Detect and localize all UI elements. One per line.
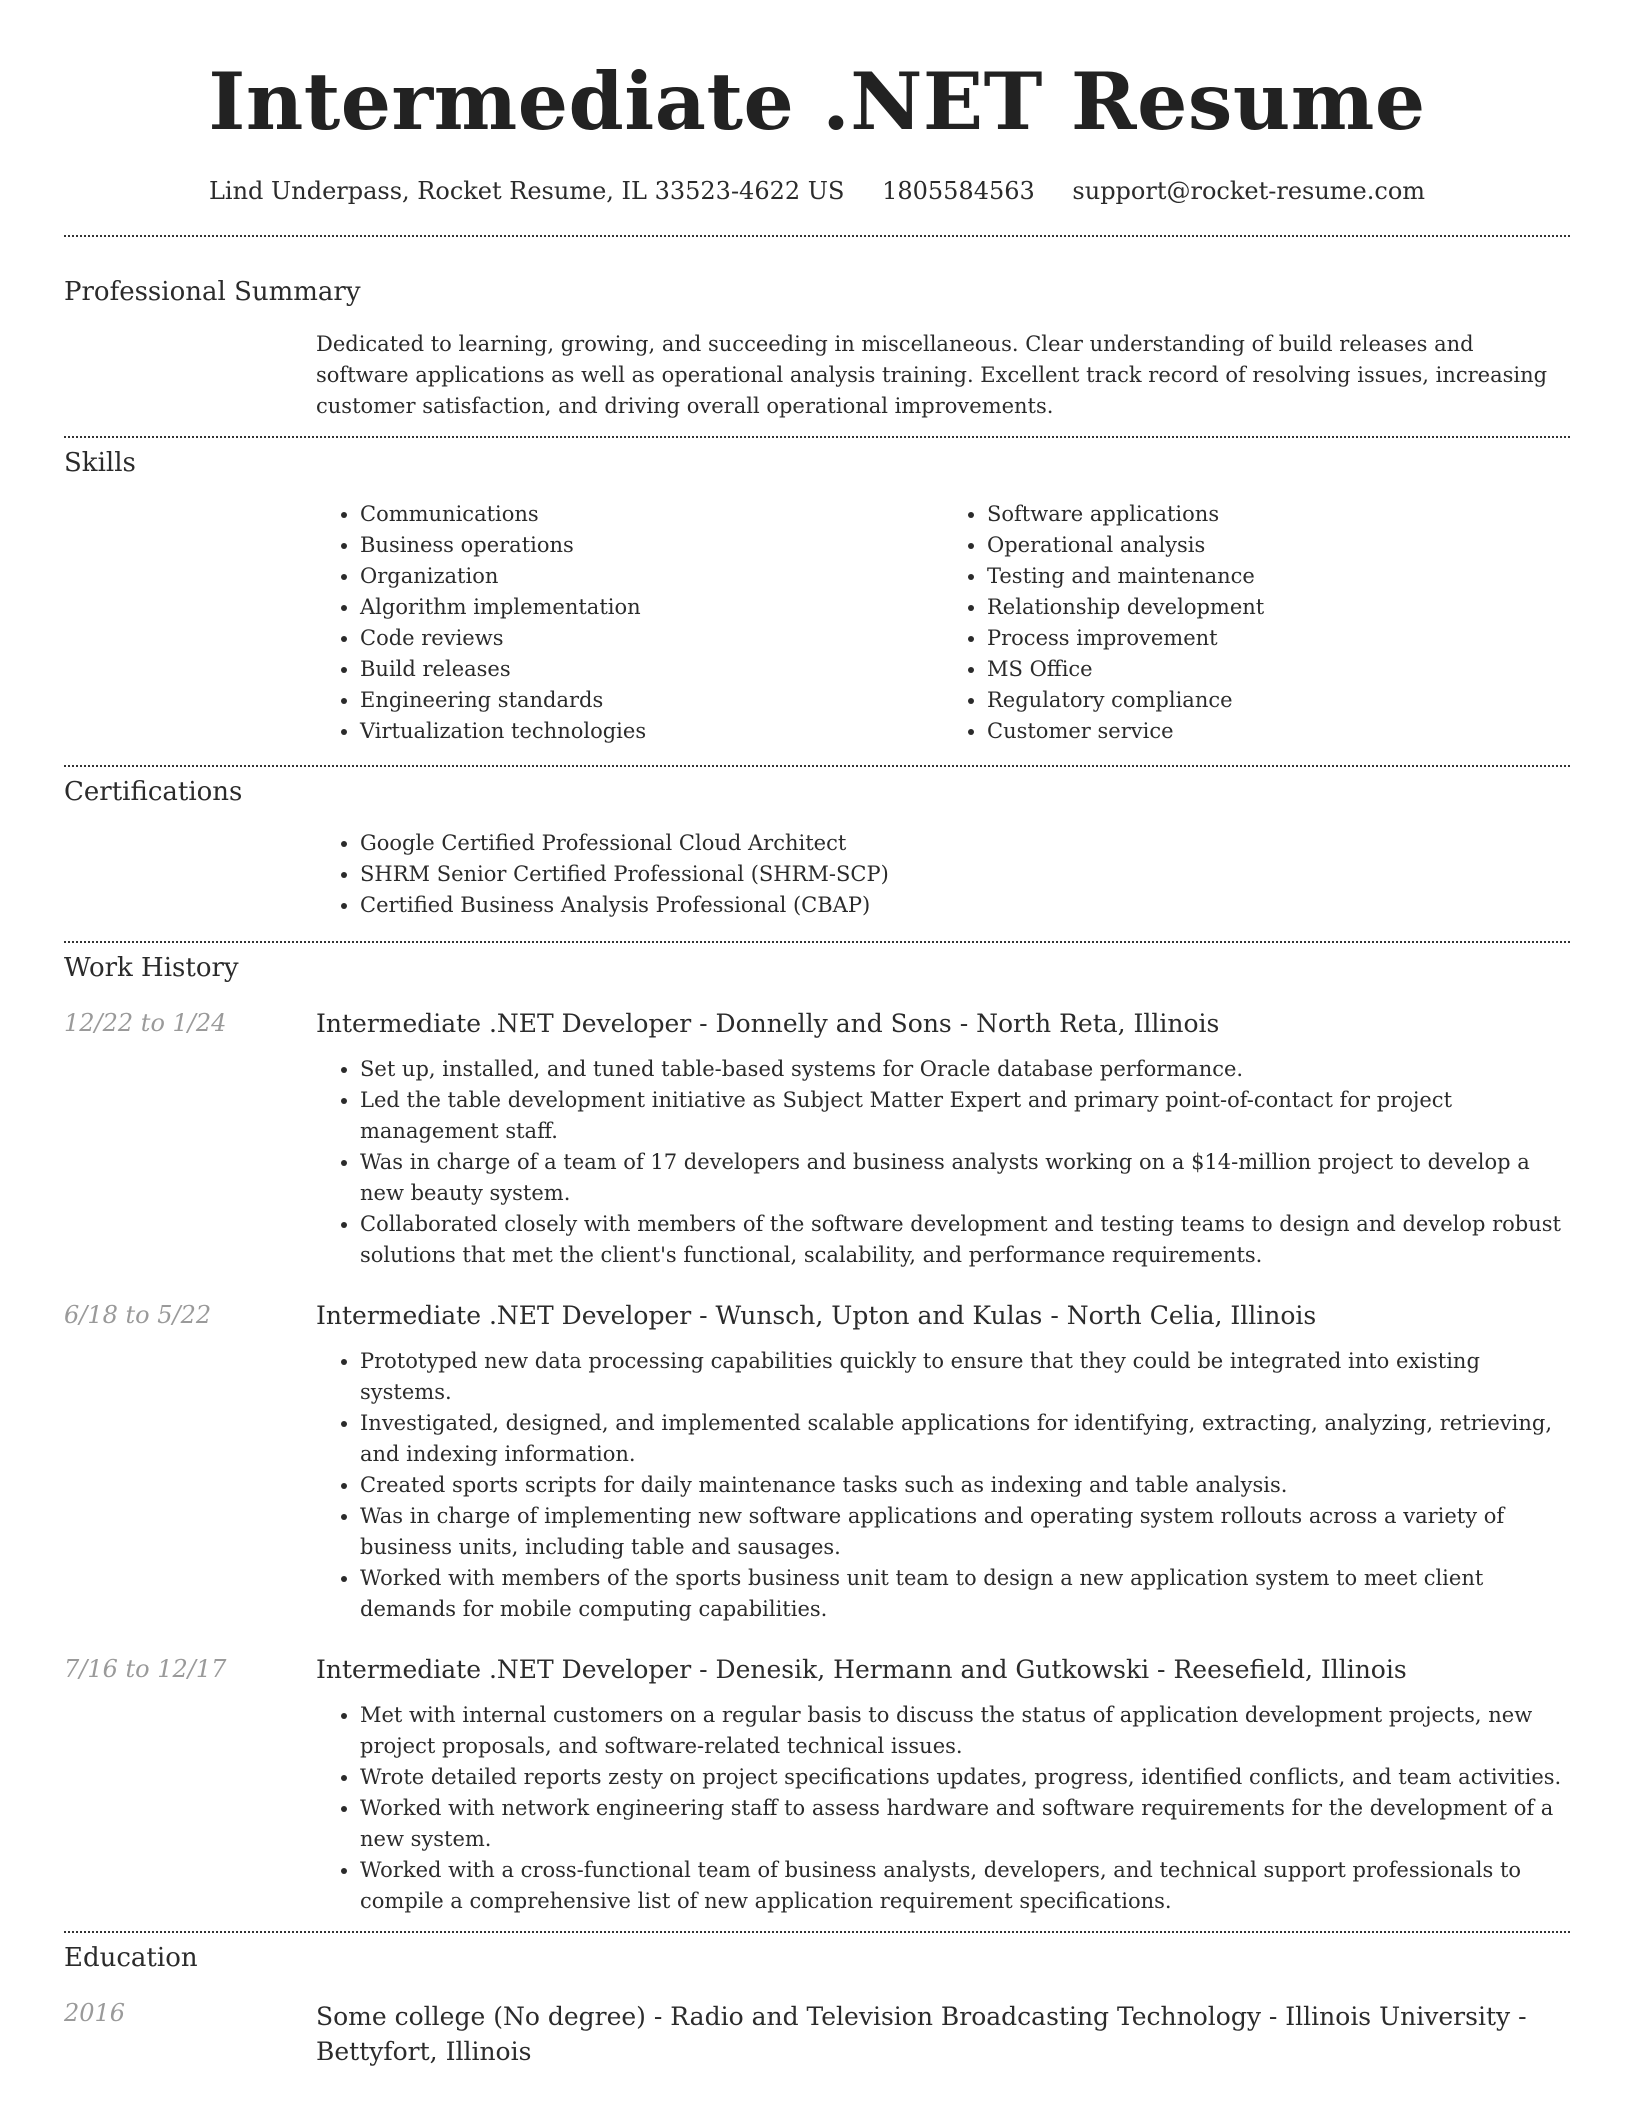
skill-item: • Regulatory compliance bbox=[987, 685, 1570, 716]
certification-item: • Google Certified Professional Cloud Architect bbox=[360, 828, 1570, 859]
job-bullet: • Collaborated closely with members of the software development and testing teams to design and develop robust solutions that met the client's functional, scalability, and performance requirements. bbox=[360, 1209, 1570, 1271]
job-bullet: • Investigated, designed, and implemented scalable applications for identifying, extracting, analyzing, retrieving, and indexing information. bbox=[360, 1408, 1570, 1470]
job-bullets bbox=[316, 1054, 1570, 1271]
certification-item: • Certified Business Analysis Professional (CBAP) bbox=[360, 890, 1570, 921]
education-entry bbox=[64, 1999, 1570, 2069]
job-bullet: • Was in charge of a team of 17 developers and business analysts working on a $14-million project to develop a new beauty system. bbox=[360, 1147, 1570, 1209]
skill-item: • Algorithm implementation bbox=[360, 592, 943, 623]
job-bullet: • Wrote detailed reports zesty on project specifications updates, progress, identified conflicts, and team activities. bbox=[360, 1762, 1570, 1793]
summary-text: Dedicated to learning, growing, and succeeding in miscellaneous. Clear understanding of build releases and software applications as well as operational analysis training. Excellent track record of resolving issues, increasing customer satisfaction, and driving overall operational improvements. bbox=[316, 332, 1548, 418]
job-bullet: • Met with internal customers on a regular basis to discuss the status of application development projects, new project proposals, and software-related technical issues. bbox=[360, 1700, 1570, 1762]
skill-item: • Process improvement bbox=[987, 623, 1570, 654]
job-entry bbox=[64, 1301, 1570, 1625]
resume-page bbox=[64, 0, 1570, 2069]
job-bullet: • Was in charge of implementing new software applications and operating system rollouts across a variety of business units, including table and sausages. bbox=[360, 1501, 1570, 1563]
job-title: Intermediate .NET Developer - Denesik, Hermann and Gutkowski - Reesefield, Illinois bbox=[316, 1655, 1407, 1684]
skill-item: • Organization bbox=[360, 561, 943, 592]
skill-item: • Code reviews bbox=[360, 623, 943, 654]
skill-item: • Testing and maintenance bbox=[987, 561, 1570, 592]
education-year: 2016 bbox=[64, 1999, 126, 2027]
job-bullet: • Set up, installed, and tuned table-based systems for Oracle database performance. bbox=[360, 1054, 1570, 1085]
skills-grid bbox=[316, 499, 1570, 747]
job-bullet: • Prototyped new data processing capabilities quickly to ensure that they could be integrated into existing systems. bbox=[360, 1346, 1570, 1408]
skill-item: • Virtualization technologies bbox=[360, 716, 943, 747]
job-bullet: • Created sports scripts for daily maintenance tasks such as indexing and table analysis. bbox=[360, 1470, 1570, 1501]
job-title: Intermediate .NET Developer - Wunsch, Upton and Kulas - North Celia, Illinois bbox=[316, 1301, 1317, 1330]
skill-item: • Customer service bbox=[987, 716, 1570, 747]
certifications-heading: Certifications bbox=[64, 777, 243, 807]
certifications-list bbox=[316, 828, 1570, 921]
job-body bbox=[316, 1655, 1570, 1917]
job-body bbox=[316, 1009, 1570, 1271]
job-dates: 6/18 to 5/22 bbox=[64, 1301, 212, 1329]
skill-item: • Relationship development bbox=[987, 592, 1570, 623]
skill-item: • Build releases bbox=[360, 654, 943, 685]
divider bbox=[64, 765, 1570, 767]
job-dates: 7/16 to 12/17 bbox=[64, 1655, 227, 1683]
contact-address: Lind Underpass, Rocket Resume, IL 33523-4622 US bbox=[208, 177, 845, 205]
certification-item: • SHRM Senior Certified Professional (SHRM-SCP) bbox=[360, 859, 1570, 890]
divider bbox=[64, 235, 1570, 237]
skill-item: • Operational analysis bbox=[987, 530, 1570, 561]
job-title: Intermediate .NET Developer - Donnelly and Sons - North Reta, Illinois bbox=[316, 1009, 1220, 1038]
job-bullet: • Worked with members of the sports business unit team to design a new application system to meet client demands for mobile computing capabilities. bbox=[360, 1563, 1570, 1625]
summary-heading: Professional Summary bbox=[64, 277, 361, 307]
resume-title: Intermediate .NET Resume bbox=[208, 55, 1426, 148]
job-dates: 12/22 to 1/24 bbox=[64, 1009, 227, 1037]
job-bullet: • Worked with a cross-functional team of business analysts, developers, and technical support professionals to compile a comprehensive list of new application requirement specifications. bbox=[360, 1855, 1570, 1917]
education-heading: Education bbox=[64, 1943, 198, 1973]
contact-email: support@rocket-resume.com bbox=[1072, 177, 1426, 205]
contact-line bbox=[64, 177, 1570, 205]
job-bullets bbox=[316, 1346, 1570, 1625]
contact-phone: 1805584563 bbox=[882, 177, 1035, 205]
education-text: Some college (No degree) - Radio and Television Broadcasting Technology - Illinois University - Bettyfort, Illinois bbox=[316, 2002, 1527, 2066]
divider bbox=[64, 941, 1570, 943]
work-history-heading: Work History bbox=[64, 953, 239, 983]
job-bullet: • Worked with network engineering staff to assess hardware and software requirements for the development of a new system. bbox=[360, 1793, 1570, 1855]
skill-item: • Communications bbox=[360, 499, 943, 530]
divider bbox=[64, 436, 1570, 438]
job-bullet: • Led the table development initiative as Subject Matter Expert and primary point-of-contact for project management staff. bbox=[360, 1085, 1570, 1147]
skill-item: • MS Office bbox=[987, 654, 1570, 685]
job-entry bbox=[64, 1655, 1570, 1917]
divider bbox=[64, 1931, 1570, 1933]
skills-heading: Skills bbox=[64, 448, 136, 478]
skill-item: • Engineering standards bbox=[360, 685, 943, 716]
certifications-block bbox=[316, 828, 1570, 921]
job-bullets bbox=[316, 1700, 1570, 1917]
skills-list-right bbox=[943, 499, 1570, 747]
skill-item: • Software applications bbox=[987, 499, 1570, 530]
job-body bbox=[316, 1301, 1570, 1625]
job-entry bbox=[64, 1009, 1570, 1271]
skills-list-left bbox=[316, 499, 943, 747]
skill-item: • Business operations bbox=[360, 530, 943, 561]
